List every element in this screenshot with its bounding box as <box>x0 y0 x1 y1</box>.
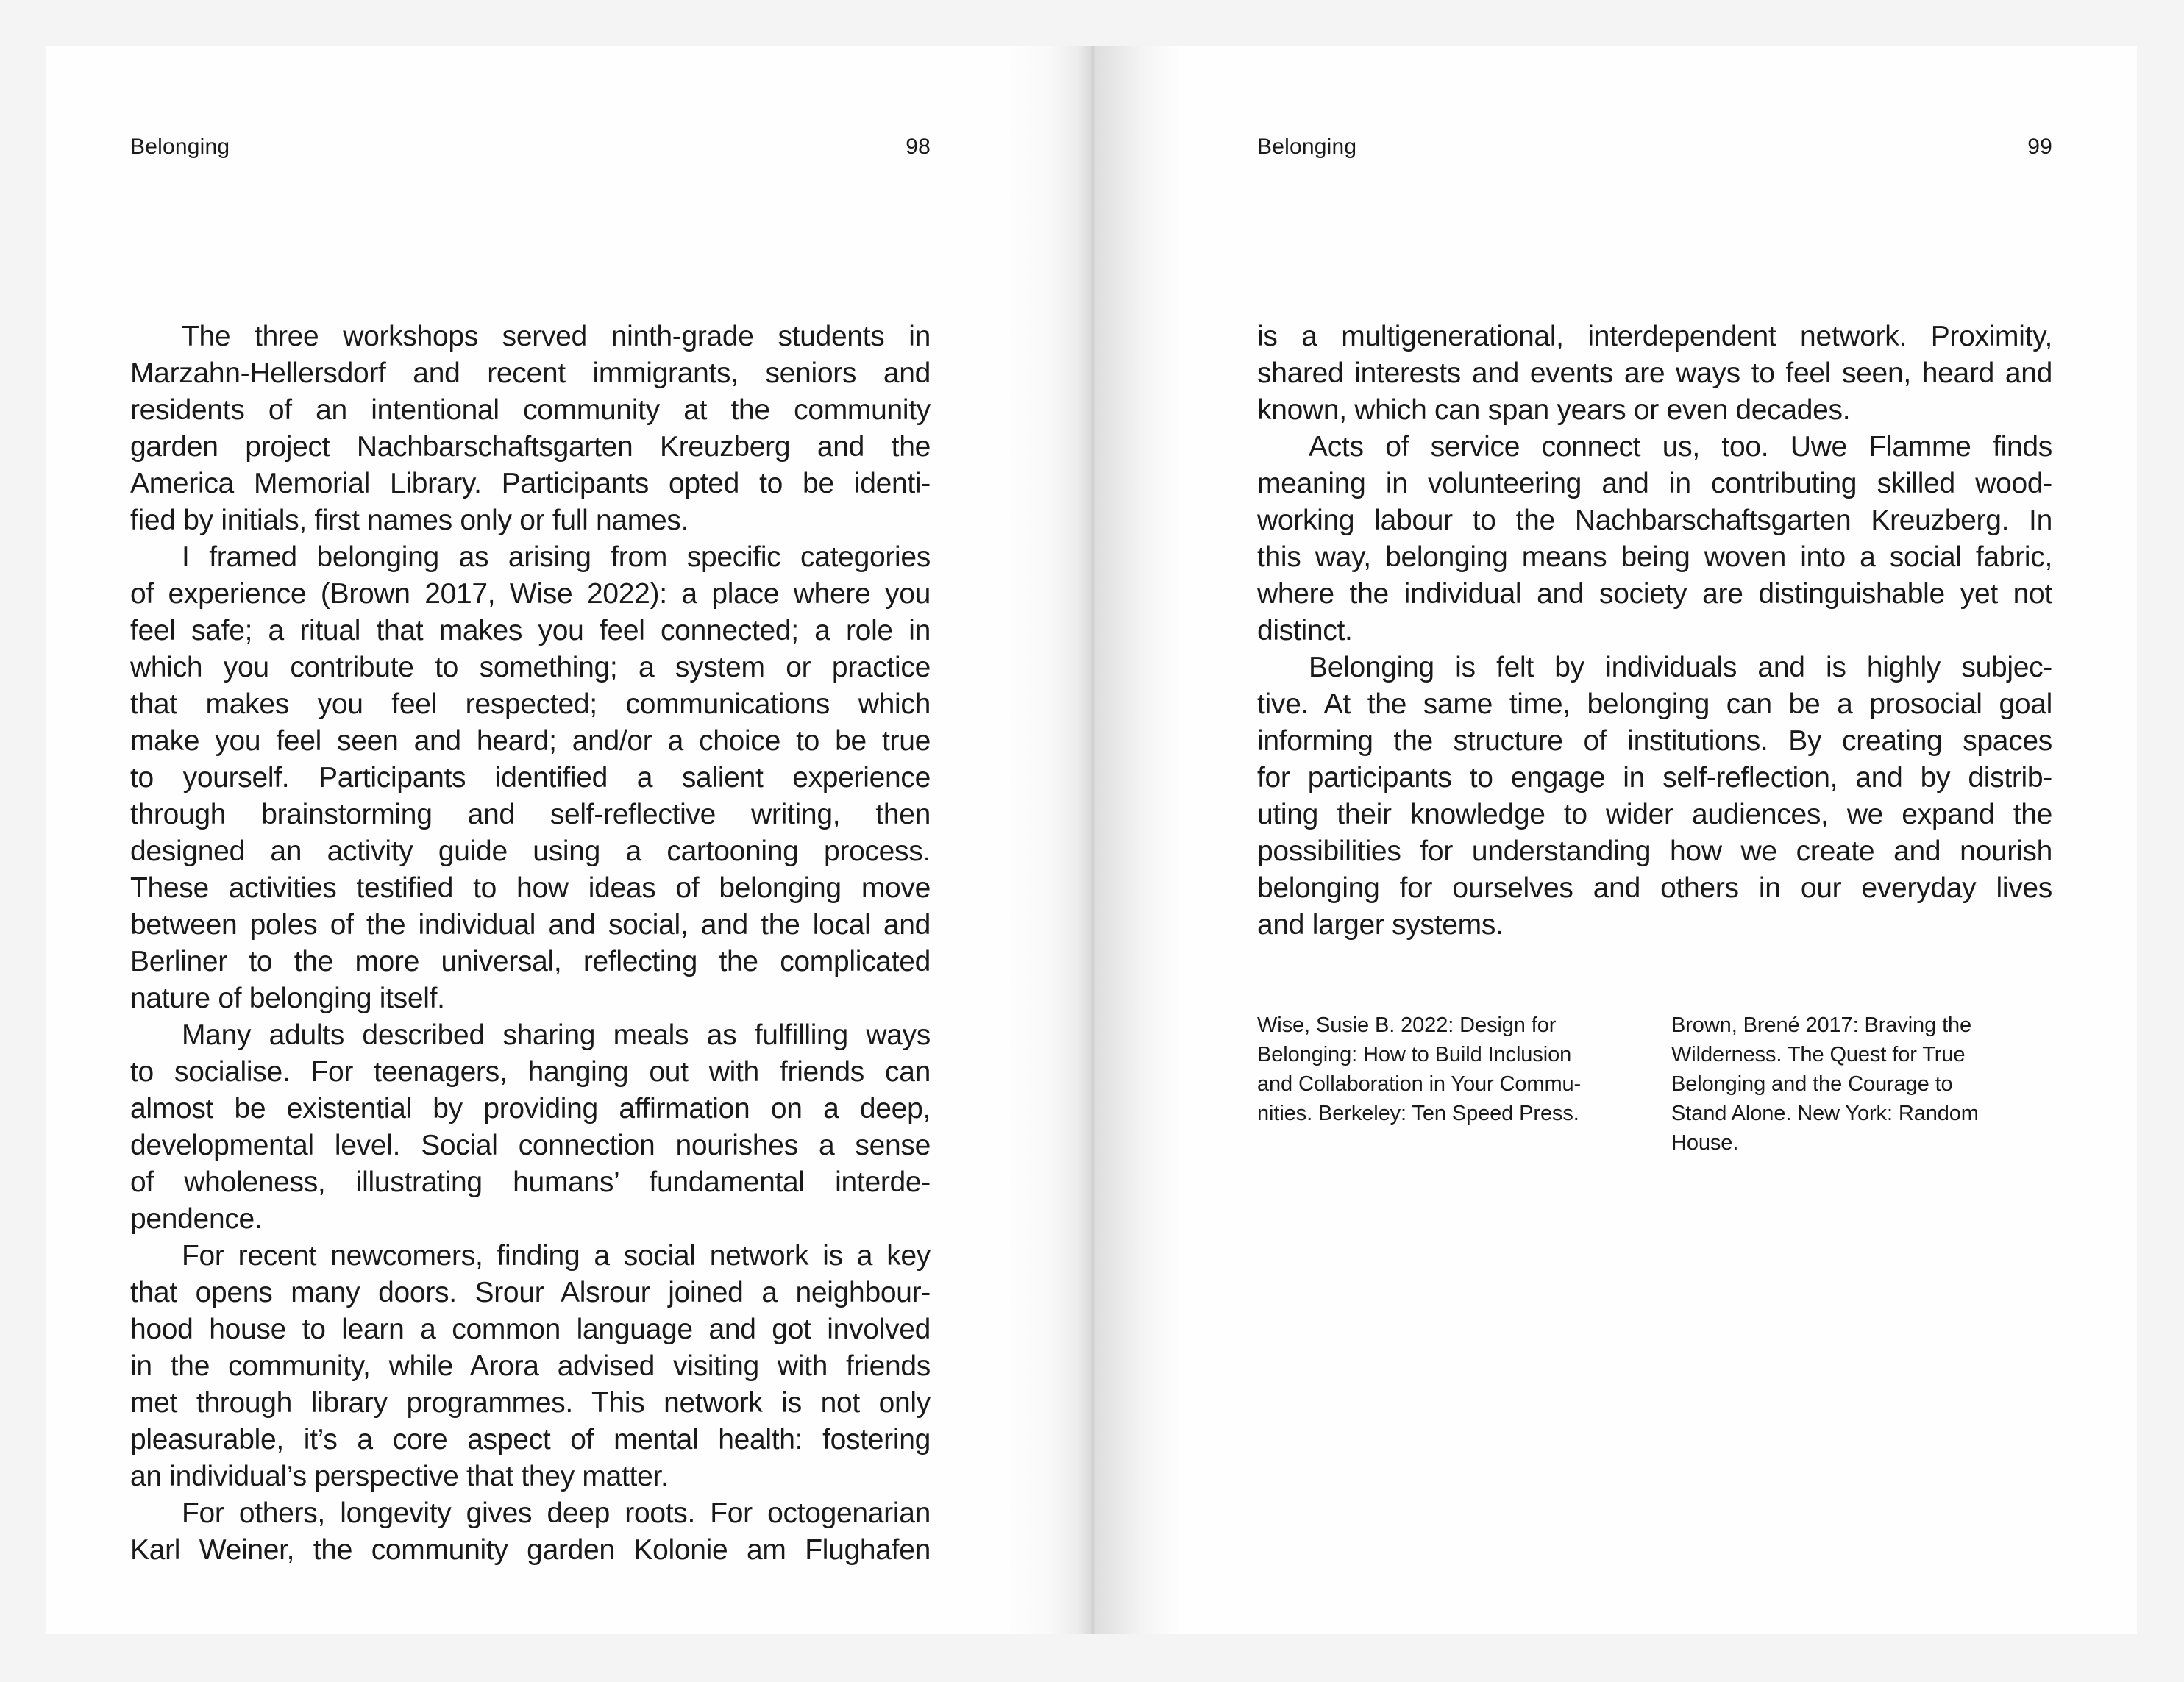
text-line: make you feel seen and heard; and/or a choice to be true <box>130 725 931 757</box>
text-line: belonging for ourselves and others in our everyday lives <box>1257 872 2052 904</box>
body-text-right <box>1257 318 2052 944</box>
text-line: and larger systems. <box>1257 909 1504 941</box>
text-line: met through library programmes. This network is not only <box>130 1387 931 1419</box>
text-line: I framed belonging as arising from specific categories <box>182 541 931 573</box>
text-line: Acts of service connect us, too. Uwe Flamme finds <box>1309 431 2052 463</box>
spine-gutter-shadow <box>1004 46 1181 1634</box>
text-line: known, which can span years or even decades. <box>1257 394 1851 426</box>
text-line: that opens many doors. Srour Alsrour joined a neighbour- <box>130 1277 931 1308</box>
page-number: 99 <box>2027 135 2052 159</box>
paragraph <box>130 1238 931 1495</box>
text-line: Berliner to the more universal, reflecting the complicated <box>130 946 931 977</box>
text-line: Belonging is felt by individuals and is highly subjec- <box>1309 652 2052 683</box>
text-line: hood house to learn a common language and got involved <box>130 1314 931 1345</box>
reference-line: House. <box>1671 1131 1739 1155</box>
running-header-title: Belonging <box>130 135 230 159</box>
reference-line: Belonging and the Courage to <box>1671 1072 1953 1096</box>
text-line: For recent newcomers, finding a social network is a key <box>182 1240 931 1272</box>
text-line: feel safe; a ritual that makes you feel connected; a role in <box>130 615 931 646</box>
text-line: to socialise. For teenagers, hanging out with friends can <box>130 1056 931 1088</box>
reference-citation <box>1671 1011 2052 1158</box>
text-line: tive. At the same time, belonging can be a prosocial goal <box>1257 688 2052 720</box>
text-line: almost be existential by providing affirmation on a deep, <box>130 1093 931 1125</box>
reference-line: and Collaboration in Your Commu- <box>1257 1072 1582 1096</box>
text-line: that makes you feel respected; communications which <box>130 688 931 720</box>
text-line: developmental level. Social connection nourishes a sense <box>130 1130 931 1161</box>
text-line: between poles of the individual and social, and the local and <box>130 909 931 941</box>
text-line: meaning in volunteering and in contributing skilled wood- <box>1257 468 2052 499</box>
text-line: an individual’s perspective that they matter. <box>130 1461 669 1492</box>
text-line: Many adults described sharing meals as fulfilling ways <box>182 1019 931 1051</box>
reference-line: Wilderness. The Quest for True <box>1671 1043 1966 1066</box>
text-line: shared interests and events are ways to feel seen, heard and <box>1257 357 2052 389</box>
text-line: nature of belonging itself. <box>130 983 445 1014</box>
text-line: for participants to engage in self-reflection, and by distrib- <box>1257 762 2052 794</box>
text-line: in the community, while Arora advised visiting with friends <box>130 1350 931 1382</box>
running-header-left <box>130 133 931 161</box>
page-number: 98 <box>906 135 931 159</box>
body-text-left <box>130 318 931 1569</box>
text-line: For others, longevity gives deep roots. For octogenarian <box>182 1497 931 1529</box>
reference-line: nities. Berkeley: Ten Speed Press. <box>1257 1102 1579 1125</box>
text-line: garden project Nachbarschaftsgarten Kreuzberg and the <box>130 431 931 463</box>
text-line: this way, belonging means being woven into a social fabric, <box>1257 541 2052 573</box>
text-line: informing the structure of institutions. By creating spaces <box>1257 725 2052 757</box>
paragraph <box>130 1495 931 1569</box>
paragraph <box>1257 649 2052 944</box>
paragraph <box>1257 318 2052 429</box>
text-line: These activities testified to how ideas of belonging move <box>130 872 931 904</box>
book-spread <box>46 46 2137 1634</box>
text-line: through brainstorming and self-reflective writing, then <box>130 799 931 830</box>
paragraph <box>130 1017 931 1238</box>
text-line: working labour to the Nachbarschaftsgarten Kreuzberg. In <box>1257 505 2052 536</box>
text-line: America Memorial Library. Participants opted to be identi- <box>130 468 931 499</box>
reference-line: Wise, Susie B. 2022: Design for <box>1257 1013 1557 1037</box>
text-line: The three workshops served ninth-grade students in <box>182 321 931 352</box>
text-line: where the individual and society are distinguishable yet not <box>1257 578 2052 610</box>
text-line: Karl Weiner, the community garden Kolonie am Flughafen <box>130 1534 931 1566</box>
text-line: is a multigenerational, interdependent network. Proximity, <box>1257 321 2052 352</box>
running-header-title: Belonging <box>1257 135 1357 159</box>
reference-line: Stand Alone. New York: Random <box>1671 1102 1979 1125</box>
text-line: which you contribute to something; a system or practice <box>130 652 931 683</box>
text-line: pendence. <box>130 1203 263 1235</box>
text-line: to yourself. Participants identified a salient experience <box>130 762 931 794</box>
reference-line: Belonging: How to Build Inclusion <box>1257 1043 1572 1066</box>
text-line: distinct. <box>1257 615 1353 646</box>
paragraph <box>1257 429 2052 649</box>
paragraph <box>130 318 931 539</box>
text-line: uting their knowledge to wider audiences, we expand the <box>1257 799 2052 830</box>
text-line: Marzahn-Hellersdorf and recent immigrants, seniors and <box>130 357 931 389</box>
text-line: residents of an intentional community at the community <box>130 394 931 426</box>
text-line: designed an activity guide using a cartooning process. <box>130 835 931 867</box>
paragraph <box>130 539 931 1017</box>
text-line: fied by initials, first names only or full names. <box>130 505 689 536</box>
text-line: pleasurable, it’s a core aspect of mental health: fostering <box>130 1424 931 1455</box>
running-header-right <box>1257 133 2052 161</box>
reference-line: Brown, Brené 2017: Braving the <box>1671 1013 1972 1037</box>
text-line: of experience (Brown 2017, Wise 2022): a place where you <box>130 578 931 610</box>
text-line: of wholeness, illustrating humans’ fundamental interde- <box>130 1166 931 1198</box>
reference-citation <box>1257 1011 1658 1128</box>
text-line: possibilities for understanding how we create and nourish <box>1257 835 2052 867</box>
